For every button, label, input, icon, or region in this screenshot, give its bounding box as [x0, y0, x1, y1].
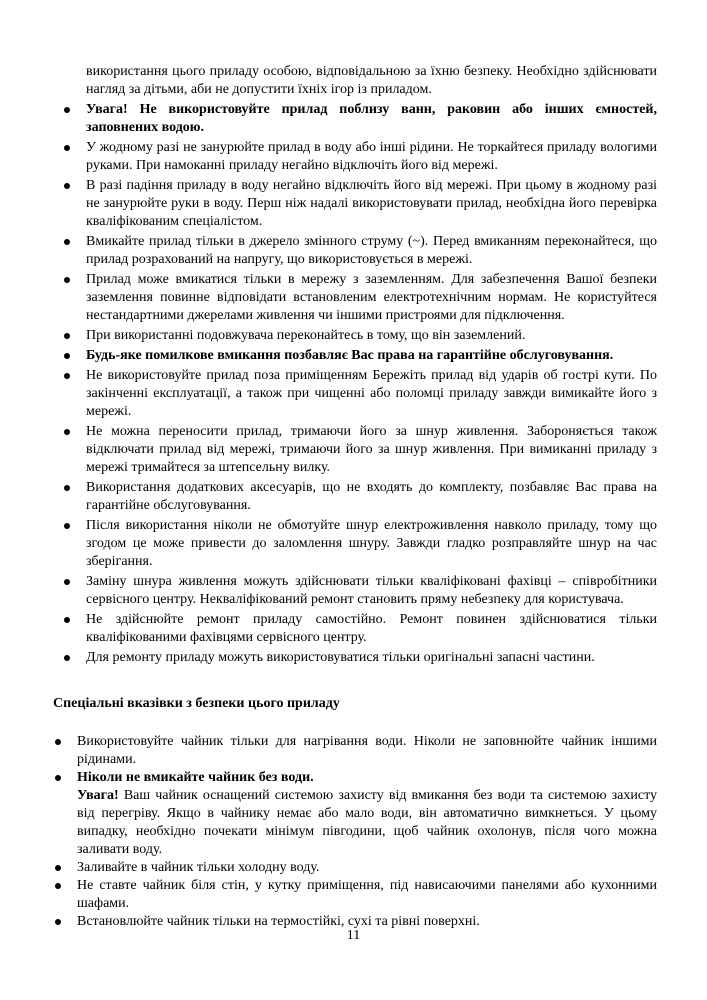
list-item-text: В разі падіння приладу в воду негайно відключіть його від мережі. При цьому в жодному разі не занурюйте руки в воду. Перш ніж надалі використовувати прилад, необхідна його перевірка кваліфікованим спеціалістом.	[86, 178, 657, 229]
bullet-icon	[64, 617, 70, 623]
list-item-text: Не використовуйте прилад поза приміщенням Бережіть прилад від ударів об гострі кути. По закінченні експлуатації, а також при чищенні або поломці приладу завжди вимикайте його з мережі.	[86, 368, 657, 419]
list-item	[53, 139, 657, 175]
bullet-icon	[64, 373, 70, 379]
warning-text: Ваш чайник оснащений системою захисту від вмикання без води та системою захисту від перегріву. Якщо в чайнику немає або мало води, він автоматично вимкнеться. У цьому випадку, необхідно почекати мінімум півгодини, щоб чайник охолонув, після чого можна заливати воду.	[77, 788, 657, 857]
list-item-text: Після використання ніколи не обмотуйте шнур електроживлення навколо приладу, тому що згодом це може привести до заломлення шнуру. Завжди гладко розправляйте шнур на час зберігання.	[86, 518, 657, 569]
list-item	[53, 347, 657, 365]
list-item	[53, 233, 657, 269]
list-item	[53, 573, 657, 609]
page-number: 11	[346, 928, 361, 943]
list-item-text: Не можна переносити прилад, тримаючи його за шнур живлення. Забороняється також відключати прилад від мережі, тримаючи його за шнур живлення. При вимиканні приладу з мережі тримайтеся за штепсельну вилку.	[86, 424, 657, 475]
bullet-icon	[64, 107, 70, 113]
bullet-icon	[55, 883, 61, 889]
bullet-icon	[64, 579, 70, 585]
list-item	[53, 733, 657, 769]
bullet-icon	[64, 277, 70, 283]
bullet-icon	[64, 429, 70, 435]
list-item-text: Будь-яке помилкове вмикання позбавляє Вас права на гарантійне обслуговування.	[86, 348, 614, 363]
bullet-icon	[64, 655, 70, 661]
list-item	[53, 769, 657, 859]
list-item	[53, 271, 657, 325]
bullet-icon	[64, 333, 70, 339]
list-item	[53, 877, 657, 913]
bullet-icon	[64, 183, 70, 189]
section-heading: Спеціальні вказівки з безпеки цього приладу	[53, 696, 340, 711]
bullet-icon	[55, 739, 61, 745]
list-item-text: Прилад може вмикатися тільки в мережу з заземленням. Для забезпечення Вашої безпеки заземлення повинне відповідати встановленим електротехнічним нормам. Не користуйтеся нестандартними джерелами живлення чи іншими пристроями для підключення.	[86, 272, 657, 323]
general-safety-list	[53, 101, 657, 667]
list-item	[53, 101, 657, 137]
list-item	[53, 517, 657, 571]
bullet-icon	[64, 145, 70, 151]
bullet-icon	[64, 353, 70, 359]
list-item-text: Не ставте чайник біля стін, у кутку приміщення, під нависаючими панелями або кухонними шафами.	[77, 878, 657, 911]
list-item	[53, 423, 657, 477]
bullet-icon	[64, 523, 70, 529]
bullet-icon	[64, 485, 70, 491]
list-item	[53, 327, 657, 345]
list-item	[53, 649, 657, 667]
list-item	[53, 859, 657, 877]
list-item	[53, 611, 657, 647]
list-item-text: Використовуйте чайник тільки для нагрівання води. Ніколи не заповнюйте чайник іншими рідинами.	[77, 734, 657, 767]
list-item-title: Ніколи не вмикайте чайник без води.	[77, 770, 314, 785]
bullet-icon	[64, 239, 70, 245]
list-item-text: При використанні подовжувача переконайтесь в тому, що він заземлений.	[86, 328, 526, 343]
list-item-text: Для ремонту приладу можуть використовуватися тільки оригінальні запасні частини.	[86, 650, 595, 665]
list-item-text: Встановлюйте чайник тільки на термостійкі, сухі та рівні поверхні.	[77, 914, 480, 929]
page-content	[53, 63, 657, 931]
list-item-text: Заміну шнура живлення можуть здійснювати тільки кваліфіковані фахівці – співробітники сервісного центру. Некваліфікований ремонт становить пряму небезпеку для користувача.	[86, 574, 657, 607]
list-item-text: Вмикайте прилад тільки в джерело змінного струму (~). Перед вмиканням переконайтеся, що прилад розрахований на напругу, що використовується в мережі.	[86, 234, 657, 267]
list-item	[53, 479, 657, 515]
bullet-icon	[55, 919, 61, 925]
bullet-icon	[55, 865, 61, 871]
list-item	[53, 177, 657, 231]
list-item-text: Не здійснюйте ремонт приладу самостійно. Ремонт повинен здійснюватися тільки кваліфікованими фахівцями сервісного центру.	[86, 612, 657, 645]
warning-label: Увага!	[77, 788, 119, 803]
list-item-text: Увага! Не використовуйте прилад поблизу ванн, раковин або інших ємностей, заповнених водою.	[86, 102, 657, 135]
warning-paragraph	[77, 787, 657, 859]
bullet-icon	[55, 775, 61, 781]
list-item	[53, 367, 657, 421]
list-item-text: Використання додаткових аксесуарів, що не входять до комплекту, позбавляє Вас права на гарантійне обслуговування.	[86, 480, 657, 513]
special-instructions-list	[53, 733, 657, 931]
list-item-text: Заливайте в чайник тільки холодну воду.	[77, 860, 320, 875]
list-item-text: У жодному разі не занурюйте прилад в воду або інші рідини. Не торкайтеся приладу вологими руками. При намоканні приладу негайно відключіть його від мережі.	[86, 140, 657, 173]
continuation-paragraph: використання цього приладу особою, відповідальною за їхню безпеку. Необхідно здійснювати нагляд за дітьми, аби не допустити їхніх ігор із приладом.	[86, 64, 657, 97]
